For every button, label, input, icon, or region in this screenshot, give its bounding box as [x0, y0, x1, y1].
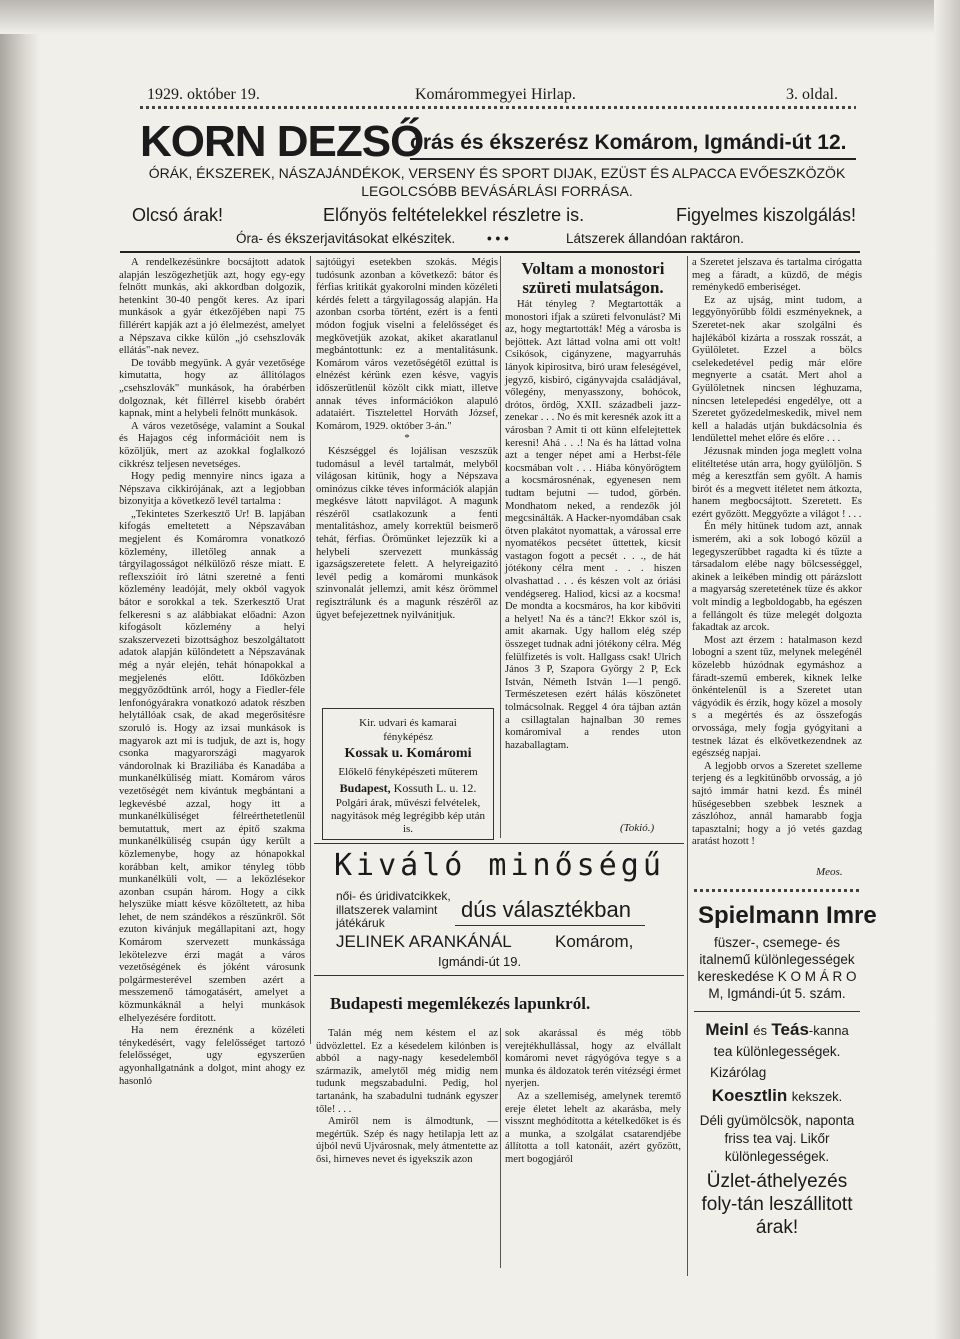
- korn-separator-dots: • • •: [487, 231, 509, 246]
- spielmann-name: Spielmann Imre: [698, 902, 877, 929]
- col1-paragraph: A rendelkezésünkre bocsájtott adatok alapján leszögezhetjük azt, hogy egy-egy felnőtt munkás, aki akkordban dolgozik, hetenkint 30-40 pengőt keres. Az ipari munkások a gyár étkezőjében napi 75 fillérért kapják azt a jó élelmezést, amelyet a Népszava cikke külön „jó csehszlovák ellátás"-nak nevez.: [119, 257, 305, 357]
- article-column-1: [119, 257, 305, 1087]
- korn-advert-name: KORN DEZSŐ: [140, 117, 424, 166]
- article-column-4: [692, 257, 862, 862]
- kossak-prices-line: Polgári árak, művészi felvételek, nagyitások még legrégibb kép után is.: [331, 797, 485, 835]
- korn-attentive-service: Figyelmes kiszolgálás!: [676, 205, 857, 225]
- kossak-advert-box: [322, 708, 494, 840]
- jelinek-address: Igmándi-út 19.: [438, 954, 522, 969]
- jelinek-goods: női- és úridivatcikkek, illatszerek valamint játékáruk: [336, 889, 451, 930]
- monostor-signature: (Tokió.): [620, 822, 655, 834]
- korn-repair-line: Óra- és ékszerjavitásokat elkészitek.: [236, 231, 456, 246]
- col4-paragraph: Én mély hitünek tudom azt, annak ismerém, aki a sok lobogó közül a legegyszerűbbet ragadta ki és tűzte a társadalom elébe nagy bölcsességgel, akinek a leikében mindig ott párázslott a magyarság szeretetének tüze és akkor volt mindig a legboldogabb, ha egészen a fellángolt és tüze melegét dolgozta fakadtak az arcok.: [692, 521, 862, 634]
- budapesti-paragraph: Talán még nem késtem el az üdvözlettel. Ez a késedelem kilónben is abból a nagy-nagy kesedelemből származik, amelytől még midig nem tudunk megszabadulni. Pedig, hol tartanánk, ha szabadulni tudnánk egyszer tőle! . . .: [316, 1028, 498, 1115]
- kossak-photographer-line: fényképész: [383, 731, 433, 743]
- budapesti-paragraph: Az a szellemiség, amelynek teremtő ereje életet lehelt az akarásba, mely vissznt meghódította a kételkedőket is és a munka, a szolgálat csatarendjébe állította a toll katonáit, azért győzött, mert bogogjáról: [505, 1090, 681, 1165]
- meinl-relocation-notice: Üzlet-áthelyezés foly-tán leszállitott árak!: [701, 1171, 853, 1238]
- col3-paragraph: Hát tényleg ? Megtartották a monostori ifjak a szüreti felvonulást? Mi az, hogy megtartották! Még a városba is bejöttek. Azt láttad volna ami ott volt! Csikósok, cigányzene, magyarruhás lányok kipirositva, biró urам feleségével, jegyző, kisbiró, cigányvajda családjával, vőlegény, menyasszony, bohócok, drótos, ördög, XXII. századbeli jazz-zenekar . . . No és mit keresnék azok itt a városban ? Amit ti ott künn elfelejtettek keresni! Ahá . . .! Na és ha láttad volna azt a tenger népet ami a Herbst-féle kocsmában volt . . . Hiába könyörögtem a kocsmárosnénak, egyenesen nem tudtam bejutni — tudod, görbén. Mondhatom neked, a rendezők jól megcsinálták. A Hacker-nyomdában csak ötven plakátot nyomattak, a várossal erre nyomatékos pecsétet üttettek, kicsit vastagon fogott a pecsét . . ., de hát jótékony célra ment . . . hiszen olvashattad . . . és készen volt az óriási vendégsereg. Haliod, kicsi az a kocsma! De mondta a kocsmáros, ha kor kibőviti a helyet! Na és a tánc?! Ekkor szól is, amit akarnak. Ugy hallom elég szép összeget tudnak adni jótékony célra. Még felülfizetés is volt. Hallgass csak! Ulrich János 3 P, Szapora György 2 P, Eck István, Németh István 1—1 pengő. Természetesen ezért hálás köszönetet tolmácsolnak. Reggel 4 óra tájban aztán a csillagtalan hajnalban 30 remes komáromival a rendes uton hazaballagtam.: [505, 299, 681, 751]
- col2-asterisk: *: [404, 433, 410, 445]
- korn-advert-tagline: órás és ékszerész Komárom, Igmándi-út 12.: [410, 131, 847, 154]
- meinl-tea: Teás: [771, 1020, 809, 1039]
- page-number: 3. oldal.: [786, 86, 838, 103]
- kossak-name: Kossak u. Komáromi: [344, 746, 472, 761]
- col4-paragraph: Most azt érzem : hatalmason kezd lobogni a szent tűz, melynek melegénél közelebb húzódnak egymáshoz a fáradt-szemű emberek, kiknek lelke önkéntelenül is a Szeretet utan vágyódik és érzik, hogy közel a mosoly s a megértés és az összefogás orvossága, mely fogja gyógyitani a testnek lázat és elkövetkezendnek az egészség napjai.: [692, 634, 862, 760]
- budapesti-paragraph: sok akarással és még több verejtékhullással, hogy az elvállalt komáromi nevet rágyógóva tegye s a munka és áldozatok terén vitézségi érmet nyerjen.: [505, 1028, 681, 1090]
- issue-date: 1929. október 19.: [147, 86, 260, 103]
- col1-paragraph: Ha nem éreznénk a közéleti ténykedésért, vagy felelősséget tartozó felelősséget, ugy egyszerűen agyonhallgatnánk a dolgot, mint ahogy ez hasonló: [119, 1025, 305, 1087]
- kossak-address: [323, 781, 493, 796]
- meinl-exclusively: Kizárólag: [710, 1065, 767, 1080]
- kossak-street: Kossuth L. u. 12.: [393, 781, 477, 795]
- monostor-title-line1: Voltam a monostori: [521, 259, 665, 278]
- column-divider: [500, 256, 501, 838]
- col1-paragraph: Hogy pedig mennyire nincs igaza a Népszava cikkirójának, azt a legjobban bizonyitja a következő levél tartalma :: [119, 471, 305, 508]
- spielmann-details: füszer-, csemege- és italnemű különlegességek kereskedése K O M Á R O M, Igmándi-út 5. szám.: [697, 935, 857, 1001]
- monostor-title-line2: szüreti mulatságon.: [522, 278, 664, 297]
- paper-title: Komárommegyei Hirlap.: [415, 86, 576, 103]
- monostor-article-title: [504, 259, 682, 297]
- korn-glasses-line: Látszerek állandóan raktáron.: [566, 231, 744, 246]
- meinl-fruits-line: Déli gyümölcsök, naponta friss tea vaj. Likőr különlegességek.: [699, 1113, 855, 1164]
- col2-paragraph: sajtóügyi esetekben szokás. Mégis tudósunk azonban a következő: bátor és férfias kritikát gyakorolni minden közéleti kérdés felett a tárgyilagosság alapján. Ha azonban csorba történt, ezért is a fenti módon fogjuk viselni a felelősséget és megkövetjük azokat, akiket akaratlanul megbántottunk: ez a mentalitásunk. Komárom város vezetőségétől ezúttal is elnézést kérünk ezen késve, vagyis időszerűtlenül közölt cikk miatt, illetve annak téves információkon alapuló adataiért. Tisztelettel Horváth József, Komárom, 1929. október 3-án.": [316, 257, 498, 432]
- column-divider: [687, 256, 688, 1276]
- col4-paragraph: Jézusnak minden joga meglett volna elitéltetése után arra, hogy gyülölјön. S még a keresztfán sem győlt. A hamis birót és a megvett itéletet nem átkozta, hanem megbocsájtott. Szeretett. Es ezért győzött. Meggyőzte a világot ! . . .: [692, 445, 862, 520]
- col1-paragraph: De tovább megyünk. A gyár vezetősége kimutatta, hogy az állitólagos „csehszlovák" munkások, ha órabérben dolgoznak, két fillérrel kisebb órabért kapnak, mint a helybeli felnőtt munkások.: [119, 357, 305, 420]
- column-divider: [500, 1028, 501, 1268]
- header-wavy-rule: [140, 106, 856, 109]
- korn-installment-terms: Előnyös feltételekkel részletre is.: [323, 205, 585, 225]
- meinl-and: és: [753, 1023, 767, 1038]
- korn-tagline-rule: [410, 158, 856, 160]
- jelinek-selection-underline: [455, 925, 645, 926]
- meinl-brand: Meinl: [705, 1020, 749, 1039]
- budapesti-headline: Budapesti megemlékezés lapunkról.: [330, 994, 591, 1013]
- kossak-city: Budapest,: [339, 781, 391, 795]
- column-divider: [310, 256, 311, 1044]
- col1-paragraph: A város vezetősége, valamint a Soukal és Hajagos cég információit nem is közöljük, mert az azokkal foglalkozó cikkrész teljesen nevetséges.: [119, 420, 305, 470]
- korn-advert-bottom-rule: [120, 251, 860, 253]
- page-right-shadow: [934, 0, 960, 1339]
- korn-products-line: ÓRÁK, ÉKSZEREK, NÁSZAJÁNDÉKOK, VERSENY ÉS SPORT DIJAK, EZÜST ÉS ALPACCA EVŐESZKÖZÖK: [148, 165, 846, 181]
- budapesti-paragraph: Amiről nem is álmodtunk, — megértük. Szép és nagy hetilapja lett az újból nevű Ujvárosnak, mely átmentette az ősi, hirneves nevet és igyekszik azon: [316, 1116, 498, 1165]
- budapesti-column-right: [505, 1028, 681, 1268]
- kossak-royal-line: Kir. udvari és kamarai: [359, 717, 457, 729]
- jelinek-top-rule: [314, 843, 684, 844]
- col4-wavy-rule: [694, 889, 860, 892]
- col4-paragraph: A legjobb orvos a Szeretet szellemе terjeng és a legkitünőbb orvosság, a jó sajtó immár hatni kezd. És minél hűségesebben szebbek lesznek a zászlóhoz, annál hamarabb fogja tapasztalni; hogy a jó vetés gazdag aratást hozott !: [692, 760, 862, 848]
- koesztlin-biscuits: kekszek.: [791, 1089, 843, 1104]
- article-column-2: [316, 257, 498, 706]
- korn-cheap-prices: Olcsó árak!: [132, 205, 224, 225]
- korn-source-line: LEGOLCSÓBB BEVÁSÁRLÁSI FORRÁSA.: [361, 183, 633, 199]
- jelinek-city: Komárom,: [555, 932, 634, 951]
- koesztlin-brand: Koesztlin: [711, 1086, 788, 1105]
- col2-paragraph: Készséggel és lojálisan veszszük tudomásul a levél tartalmát, melyből világosan kitünik, hogy a Népszava ominózus cikke téves információk alapján megkésve látott napvilágot. A magunk részéről csatlakozunk a fenti mentalitáshoz, amely korrektül beismerő tehát, férfias. Örömünket lejezzük ki a helybeli szervezett munkásság igazságszeretete felett. A helyreigazitó levél pedig a komáromi munkások szinvonalát jellemzi, amit kész örömmel regisztrálunk és a magunk részéről az ügyet befejezettnek nyilvánitjuk.: [316, 445, 498, 621]
- jelinek-bottom-rule: [314, 975, 684, 976]
- col4-paragraph: Ez az ujság, mint tudom, a leggyönyörűbb földi eszményeknek, a Szeretet-nek akar szolgálni és hajlékából kizárta a rosszak rosszát, a Gyülöletet. Ezzel a bölcs cselekedetével pedig már előre megnyerte a csatát. Mert ahol a Gyülöletnek nincsen léghuzama, nincsen letelepedési engedélye, ott a Szeretet győzedelmeskedik, mivel nem kell a haladás utján bukdácsolnia és lendülettel mehet előre és előre . . .: [692, 294, 862, 445]
- col4-signature: Meos.: [816, 866, 843, 878]
- meinl-tea-specialties: tea különlegességek.: [713, 1044, 841, 1059]
- jelinek-shop-name: JELINEK ARANKÁNÁL: [336, 932, 512, 951]
- col4-paragraph: a Szeretet jelszava és tartalma cirógatta meg a fáradt, a küzdő, de mégis reménykedő emberiséget.: [692, 257, 862, 294]
- col1-letter: „Tekintetes Szerkesztő Ur! B. lapjában kifogás emeltetett a Népszavában megjelent és Komáromra vonatkozó közlemény, illetőleg annak a tárgyilagosságot nélkülöző része miatt. E reflexszióit író látni szeretné a fenti közlemény leadóját, mely okból vagyok bátor e sorokkal a tek. Szerkesztő Urat felkeresni s az alábbiakat előadni: Azon kifogásolt közlemény a helyi szakszervezeti bizottsághoz beszolgáltatott adatok alapján különdetett a Népszavának még a nyár elején, tehát hónapokkal a megjelenés előtt. Időközben meggyőződtünk arról, hogy a Fiedler-féle lenfonógyárakra vonatkozó adatok részben helytállóak csak, de akad megerősitésre szoruló is. Hogy az izsai munkások is magyarok azt mi is tudjuk, de azt is, hogy csonka magyarországi magyarok vándorolnak ki Braziliába és Kanadába a munkanélküliség miatt. Komárom város vezetőségét nem kivántuk megbántani a legkevésbé azzal, hogy itt a munkanélküliséget félreérthetetlenül bemutattuk, mert az épitő szakma munkanélküliség csupán úgy került a közlemenybe, hogy az hónapokkal korábban kelt, amikor tényleg több munkanélküli volt, — a leközlésekor azonban csupán három. Hogy a cikk helyszüke miatt késve közöltetett, az hiba lehet, de nem szándékos a részünkről. Sőt ezuton kivánjuk megállapitani azt, hogy Komárom szervezett munkássága lekötelezve érzi magát a város vezetőségének és jóként városunk polgármesterével szemben azért a messzemenő támogatásért, amelyet a közmunkáknál a helyi munkások elhelyezésére forditott.: [119, 508, 305, 1024]
- meinl-kanna: -kanna: [808, 1023, 849, 1038]
- jelinek-wide-selection: dús választékban: [461, 897, 631, 922]
- page-binding-shadow: [0, 0, 40, 1339]
- article-column-3: [505, 299, 681, 825]
- meinl-headline: [694, 1020, 860, 1040]
- jelinek-headline: Kiváló minőségű: [334, 848, 665, 883]
- spielmann-bottom-rule: [694, 1011, 860, 1012]
- koesztlin-line: [694, 1086, 860, 1106]
- budapesti-column-left: [316, 1028, 498, 1268]
- kossak-studio-line: Előkelő fényképészeti műterem: [338, 766, 478, 778]
- page-top-shadow: [0, 0, 960, 34]
